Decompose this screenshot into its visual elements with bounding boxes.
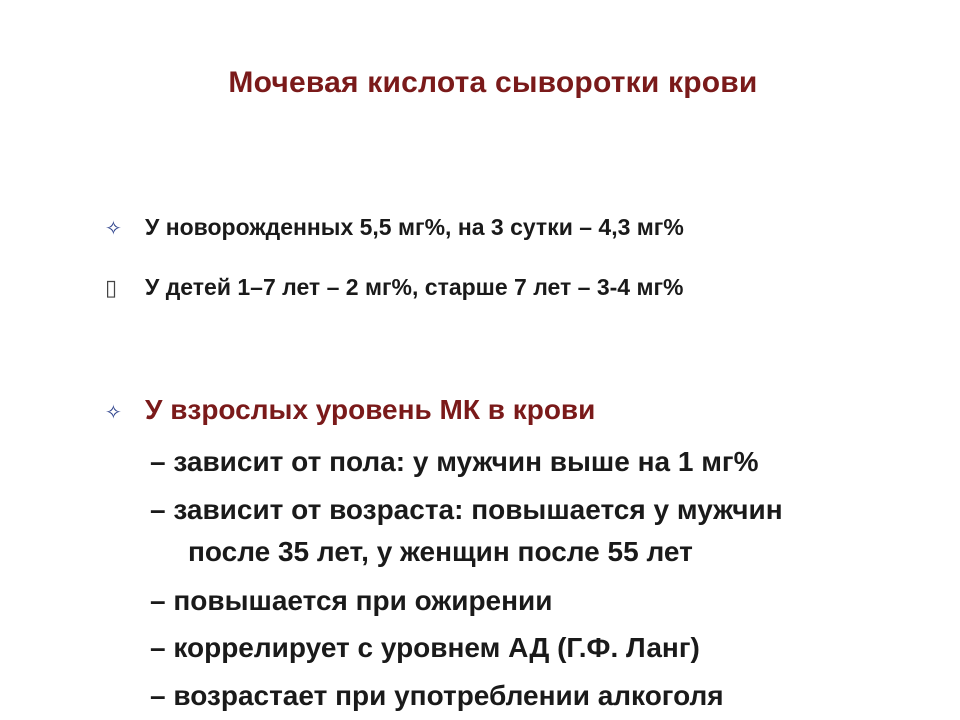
sub-item-age-continued: после 35 лет, у женщин после 55 лет <box>188 536 693 567</box>
sub-item-alcohol: – возрастает при употреблении алкоголя <box>150 680 724 711</box>
sparkle-bullet-icon: ✧ <box>105 402 122 424</box>
sub-item-age: – зависит от возраста: повышается у мужчин <box>150 494 783 525</box>
bullet-item-children <box>105 274 684 301</box>
slide-title: Мочевая кислота сыворотки крови <box>228 66 758 99</box>
bullet-item-newborns <box>105 214 684 241</box>
bullet-item-adults <box>105 394 595 426</box>
sub-item-sex: – зависит от пола: у мужчин выше на 1 мг% <box>150 446 759 477</box>
sub-item-blood-pressure: – коррелирует с уровнем АД (Г.Ф. Ланг) <box>150 632 700 663</box>
bullet-heading: У взрослых уровень МК в крови <box>145 394 596 425</box>
bullet-text: У детей 1–7 лет – 2 мг%, старше 7 лет – 3-4 мг% <box>145 274 684 300</box>
bullet-text: У новорожденных 5,5 мг%, на 3 сутки – 4,3 мг% <box>145 214 684 240</box>
sparkle-bullet-icon: ✧ <box>105 218 122 240</box>
box-bullet-icon: ▯ <box>105 275 118 300</box>
sub-item-obesity: – повышается при ожирении <box>150 585 553 616</box>
